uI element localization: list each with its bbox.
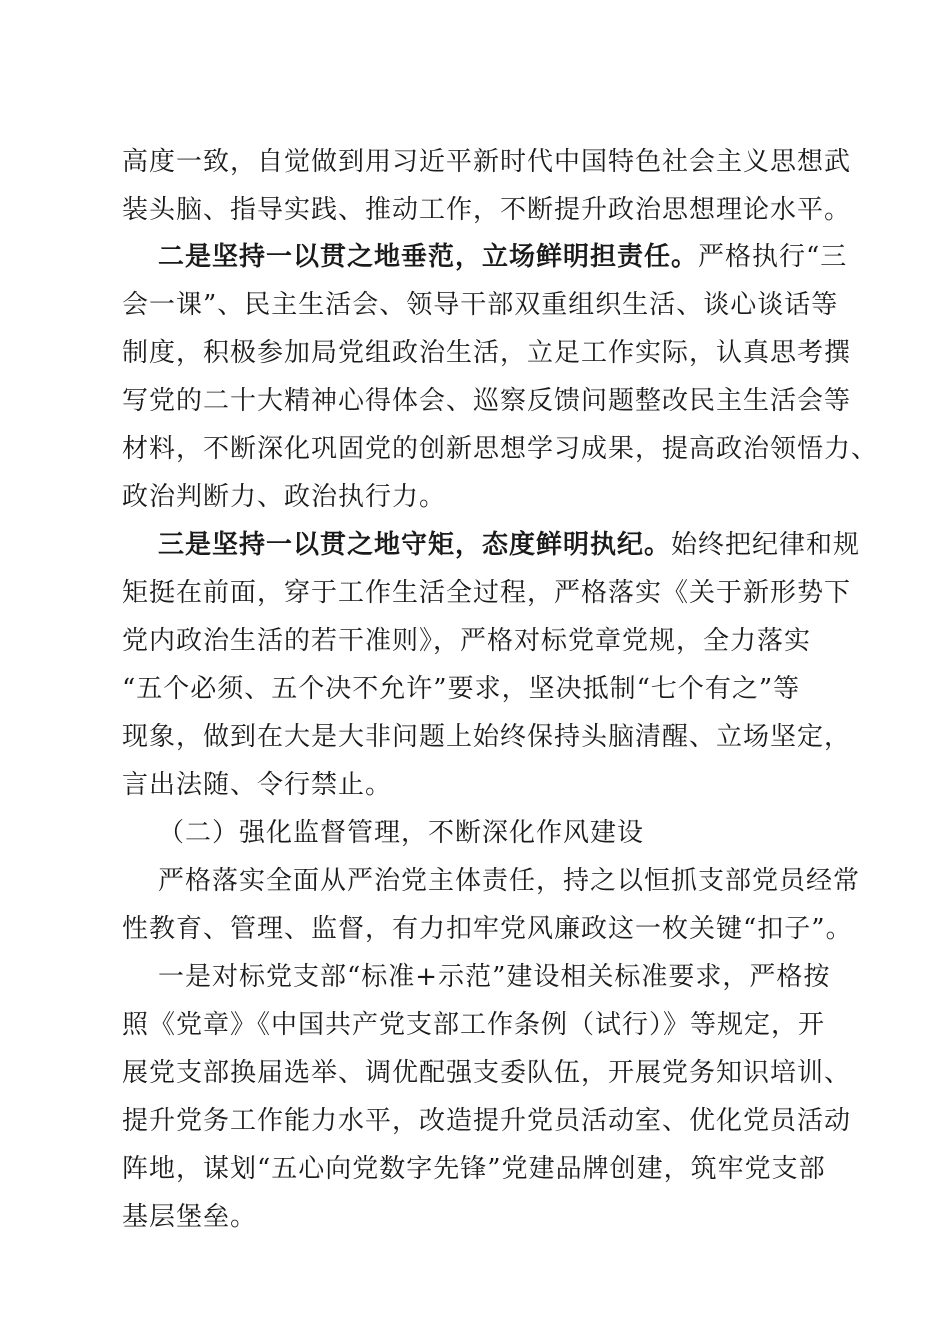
paragraph-2-line-2: 会一课”、民主生活会、领导干部双重组织生活、谈心谈话等: [122, 290, 839, 320]
paragraph-2-line-1-rest: 严格执行“三: [698, 242, 848, 272]
paragraph-4-line-2: 性教育、管理、监督，有力扣牢党风廉政这一枚关键“扣子”。: [122, 914, 853, 944]
paragraph-2-line-5: 材料，不断深化巩固党的创新思想学习成果，提高政治领悟力、: [122, 434, 879, 464]
paragraph-3-line-6: 言出法随、令行禁止。: [122, 770, 393, 800]
paragraph-1-line-1: 高度一致，自觉做到用习近平新时代中国特色社会主义思想武: [122, 147, 852, 177]
paragraph-5-line-6: 基层堡垒。: [122, 1202, 258, 1232]
paragraph-4-line-1: 严格落实全面从严治党主体责任，持之以恒抓支部党员经常: [158, 866, 861, 896]
paragraph-5-line-1: 一是对标党支部“标准+示范”建设相关标准要求，严格按: [158, 962, 831, 992]
paragraph-2-line-6: 政治判断力、政治执行力。: [122, 482, 447, 512]
paragraph-1-line-2: 装头脑、指导实践、推动工作，不断提升政治思想理论水平。: [122, 195, 852, 225]
paragraph-2-line-4: 写党的二十大精神心得体会、巡察反馈问题整改民主生活会等: [122, 386, 852, 416]
paragraph-3-line-1: [158, 529, 860, 561]
paragraph-3-line-3: 党内政治生活的若干准则》，严格对标党章党规，全力落实: [122, 626, 812, 656]
paragraph-2-line-1: [158, 241, 847, 273]
paragraph-5-line-2: 照《党章》《中国共产党支部工作条例（试行）》等规定，开: [122, 1010, 826, 1040]
paragraph-2-lead: 二是坚持一以贯之地垂范，立场鲜明担责任。: [158, 242, 699, 272]
paragraph-3-lead: 三是坚持一以贯之地守矩，态度鲜明执纪。: [158, 530, 672, 560]
paragraph-5-line-4: 提升党务工作能力水平，改造提升党员活动室、优化党员活动: [122, 1106, 852, 1136]
paragraph-3-line-1-rest: 始终把纪律和规: [671, 530, 861, 560]
paragraph-3-line-2: 矩挺在前面，穿于工作生活全过程，严格落实《关于新形势下: [122, 578, 852, 608]
paragraph-3-line-5: 现象，做到在大是大非问题上始终保持头脑清醒、立场坚定，: [122, 722, 852, 752]
paragraph-5-line-3: 展党支部换届选举、调优配强支委队伍，开展党务知识培训、: [122, 1058, 852, 1088]
section-heading: （二）强化监督管理，不断深化作风建设: [158, 818, 645, 848]
paragraph-5-line-5: 阵地，谋划“五心向党数字先锋”党建品牌创建，筑牢党支部: [122, 1154, 826, 1184]
paragraph-2-line-3: 制度，积极参加局党组政治生活，立足工作实际，认真思考撰: [122, 338, 852, 368]
paragraph-3-line-4: “五个必须、五个决不允许”要求，坚决抵制“七个有之”等: [122, 674, 801, 704]
